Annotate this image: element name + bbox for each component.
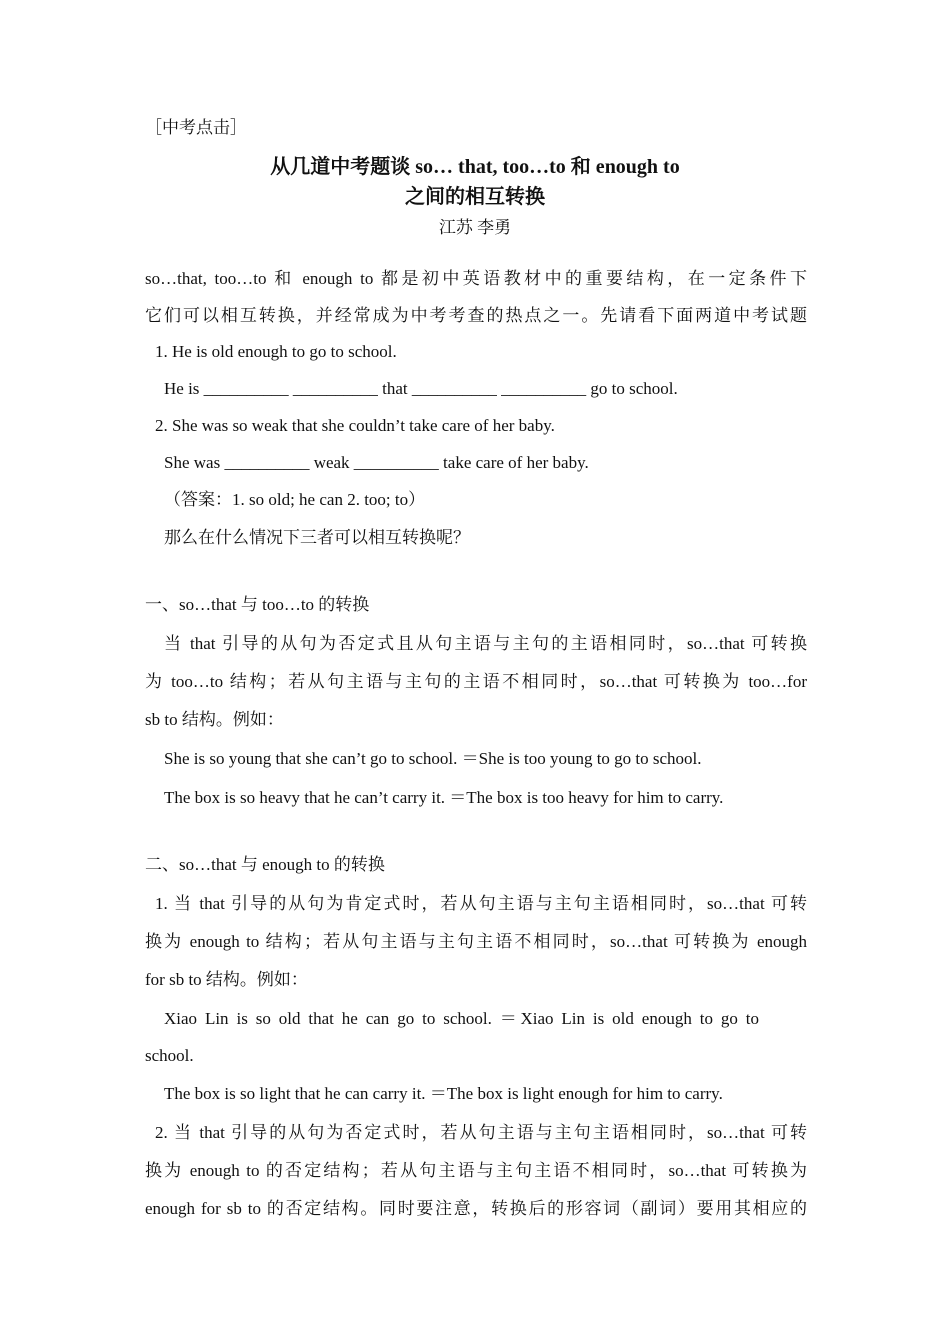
lead-question: 那么在什么情况下三者可以相互转换呢？ [164,528,470,547]
question-2-blank: She was __________ weak __________ take care of her baby. [164,453,589,472]
section-2-para-line-5: 换为 enough to 的否定结构；若从句主语与主句主语不相同时，so…that 可转换为 [145,1161,807,1180]
section-2-para-line-3: for sb to 结构。例如： [145,970,308,989]
question-2: 2. She was so weak that she couldn’t take care of her baby. [155,416,555,435]
section-2-heading: 二、so…that 与 enough to 的转换 [145,855,385,874]
intro-line-1: so…that, too…to 和 enough to 都是初中英语教材中的重要结构，在一定条件下 [145,269,807,288]
section-2-para-line-2: 换为 enough to 结构；若从句主语与主句主语不相同时，so…that 可转换为 enough [145,932,807,951]
section-1-example-1: She is so young that she can’t go to school. ＝She is too young to go to school. [164,749,702,768]
section-1-heading: 一、so…that 与 too…to 的转换 [145,595,370,614]
section-2-para-line-4: 2. 当 that 引导的从句为否定式时，若从句主语与主句主语相同时，so…that 可转 [155,1123,807,1142]
title-line-2: 之间的相互转换 [405,186,545,208]
section-2-example-1b: school. [145,1046,194,1065]
question-1-blank: He is __________ __________ that __________ __________ go to school. [164,379,678,398]
question-1: 1. He is old enough to go to school. [155,342,397,361]
column-tag: ［中考点击］ [145,118,247,137]
title-line-1: 从几道中考题谈 so… that, too…to 和 enough to [270,156,680,178]
section-1-example-2: The box is so heavy that he can’t carry it. ＝The box is too heavy for him to carry. [164,788,724,807]
intro-line-2: 它们可以相互转换，并经常成为中考考查的热点之一。先请看下面两道中考试题 [145,306,807,325]
section-1-para-line-3: sb to 结构。例如： [145,710,284,729]
section-2-example-2: The box is so light that he can carry it. ＝The box is light enough for him to carry. [164,1084,723,1103]
section-2-para-line-1: 1. 当 that 引导的从句为肯定式时，若从句主语与主句主语相同时，so…that 可转 [155,894,807,913]
answer: （答案：1. so old; he can 2. too; to） [164,490,426,509]
section-2-para-line-6: enough for sb to 的否定结构。同时要注意，转换后的形容词（副词）要用其相应的 [145,1199,807,1218]
section-1-para-line-1: 当 that 引导的从句为否定式且从句主语与主句的主语相同时，so…that 可转换 [164,634,807,653]
section-1-para-line-2: 为 too…to 结构；若从句主语与主句的主语不相同时，so…that 可转换为 too…for [145,672,807,691]
author: 江苏 李勇 [438,218,512,237]
section-2-example-1a: Xiao Lin is so old that he can go to school. ＝Xiao Lin is old enough to go to [164,1009,759,1028]
